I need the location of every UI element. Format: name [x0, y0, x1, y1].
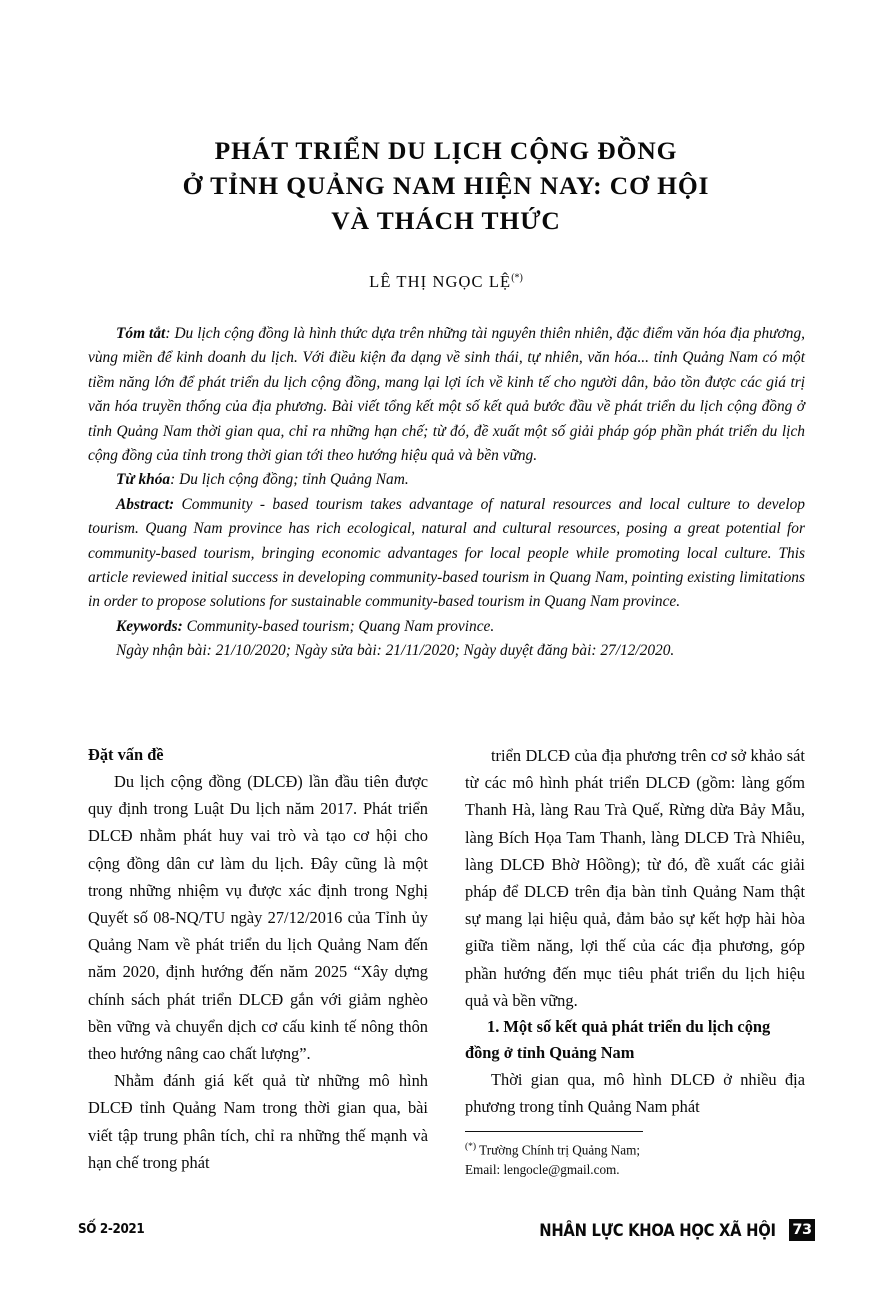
title-line-3: VÀ THÁCH THỨC	[331, 206, 561, 235]
left-paragraph-2: Nhằm đánh giá kết quả từ những mô hình DLCĐ tỉnh Quảng Nam trong thời gian qua, bài viết tập trung phân tích, chỉ ra những thế mạnh và hạn chế trong phát	[88, 1071, 428, 1172]
right-paragraph-continuation: triển DLCĐ của địa phương trên cơ sở khảo sát từ các mô hình phát triển DLCĐ (gồm: làng gốm Thanh Hà, làng Rau Trà Quế, Rừng dừa Bảy Mẫu, làng Bích Họa Tam Thanh, làng DLCĐ Trà Nhiêu, làng DLCĐ Bhờ Hôồng); từ đó, đề xuất các giải pháp để DLCĐ trên địa bàn tỉnh Quảng Nam thật sự mang lại hiệu quả, đảm bảo sự kết hợp hài hòa giữa tiềm năng, lợi thế của các địa phương, góp phần hướng đến mục tiêu phát triển du lịch hiệu quả và bền vững.	[465, 746, 805, 1010]
keywords-vi-text: Du lịch cộng đồng; tỉnh Quảng Nam.	[179, 471, 409, 489]
abstract-en-text: Community - based tourism takes advantage of natural resources and local culture to develop tourism. Quang Nam province has rich ecological, natural and cultural resources, posing a great potential for community-based tourism, bringing economic advantages for local people while promoting local culture. This article reviewed initial success in developing community-based tourism in Quang Nam, pointing existing limitations in order to propose solutions for sustainable community-based tourism in Quang Nam province.	[88, 495, 805, 611]
abstract-area	[88, 322, 805, 664]
title-line-2: Ở TỈNH QUẢNG NAM HIỆN NAY: CƠ HỘI	[182, 171, 710, 200]
footnote-block	[465, 1131, 805, 1179]
submission-dates: Ngày nhận bài: 21/10/2020; Ngày sửa bài: 21/11/2020; Ngày duyệt đăng bài: 27/12/2020.	[116, 642, 675, 660]
left-paragraph-1: Du lịch cộng đồng (DLCĐ) lần đầu tiên được quy định trong Luật Du lịch năm 2017. Phát triển DLCĐ nhằm phát huy vai trò và tạo cơ hội cho cộng đồng dân cư làm du lịch. Đây cũng là một trong những nhiệm vụ được xác định trong Nghị Quyết số 08-NQ/TU ngày 27/12/2016 của Tỉnh ủy Quảng Nam về phát triển du lịch Quảng Nam đến năm 2020, định hướng đến năm 2025 “Xây dựng chính sách phát triển DLCĐ gắn với giảm nghèo bền vững và chuyển dịch cơ cấu kinh tế nông thôn theo hướng nâng cao chất lượng”.	[88, 772, 428, 1064]
abstract-vietnamese	[88, 322, 805, 468]
author-name: LÊ THỊ NGỌC LỆ	[369, 272, 512, 291]
footnote-affiliation	[465, 1138, 805, 1160]
keywords-vietnamese	[88, 468, 805, 492]
right-column	[465, 742, 805, 1120]
abstract-vi-label: Tóm tắt	[116, 325, 166, 342]
author-line	[86, 272, 806, 292]
abstract-en-separator	[174, 496, 181, 513]
abstract-en-label: Abstract:	[116, 495, 175, 513]
section-heading-intro: Đặt vấn đề	[88, 745, 164, 764]
abstract-vi-separator: :	[165, 325, 175, 342]
page-footer	[0, 1219, 893, 1249]
footnote-email: Email: lengocle@gmail.com.	[465, 1161, 620, 1177]
footer-issue: SỐ 2-2021	[78, 1221, 145, 1237]
footer-journal-name: NHÂN LỰC KHOA HỌC XÃ HỘI	[539, 1220, 776, 1240]
keywords-vi-separator: :	[170, 471, 180, 489]
page-number-badge: 73	[789, 1219, 815, 1241]
section-heading-1: 1. Một số kết quả phát triển du lịch cộng đồng ở tỉnh Quảng Nam	[465, 1017, 771, 1063]
right-paragraph-after-heading: Thời gian qua, mô hình DLCĐ ở nhiều địa phương trong tỉnh Quảng Nam phát	[465, 1070, 805, 1117]
left-column	[88, 742, 428, 1176]
abstract-english	[88, 493, 805, 615]
title-block	[86, 133, 806, 238]
title-line-1: PHÁT TRIỂN DU LỊCH CỘNG ĐỒNG	[214, 136, 678, 165]
footnote-marker: (*)	[465, 1142, 477, 1152]
footnote-affiliation-text: Trường Chính trị Quảng Nam;	[476, 1142, 641, 1158]
keywords-en-text: Community-based tourism; Quang Nam province.	[186, 617, 495, 635]
keywords-vi-label: Từ khóa	[116, 471, 171, 489]
author-footnote-marker: (*)	[511, 272, 523, 284]
abstract-vi-text: Du lịch cộng đồng là hình thức dựa trên những tài nguyên thiên nhiên, đặc điểm văn hóa địa phương, vùng miền để kinh doanh du lịch. Với điều kiện đa dạng về sinh thái, tự nhiên, văn hóa... tỉnh Quảng Nam có một tiềm năng lớn để phát triển du lịch cộng đồng, mang lại lợi ích về kinh tế cho người dân, bảo tồn được các giá trị văn hóa truyền thống của địa phương. Bài viết tổng kết một số kết quả bước đầu về phát triển du lịch cộng đồng ở tỉnh Quảng Nam thời gian qua, chỉ ra những hạn chế; từ đó, đề xuất một số giải pháp góp phần phát triển du lịch cộng đồng của tỉnh trong thời gian tới theo hướng hiệu quả và bền vững.	[88, 325, 805, 465]
page-title	[86, 133, 806, 238]
keywords-en-label: Keywords:	[116, 617, 183, 635]
footnote-separator-rule	[465, 1131, 643, 1132]
footer-right-group	[513, 1219, 815, 1241]
keywords-english	[88, 615, 805, 639]
